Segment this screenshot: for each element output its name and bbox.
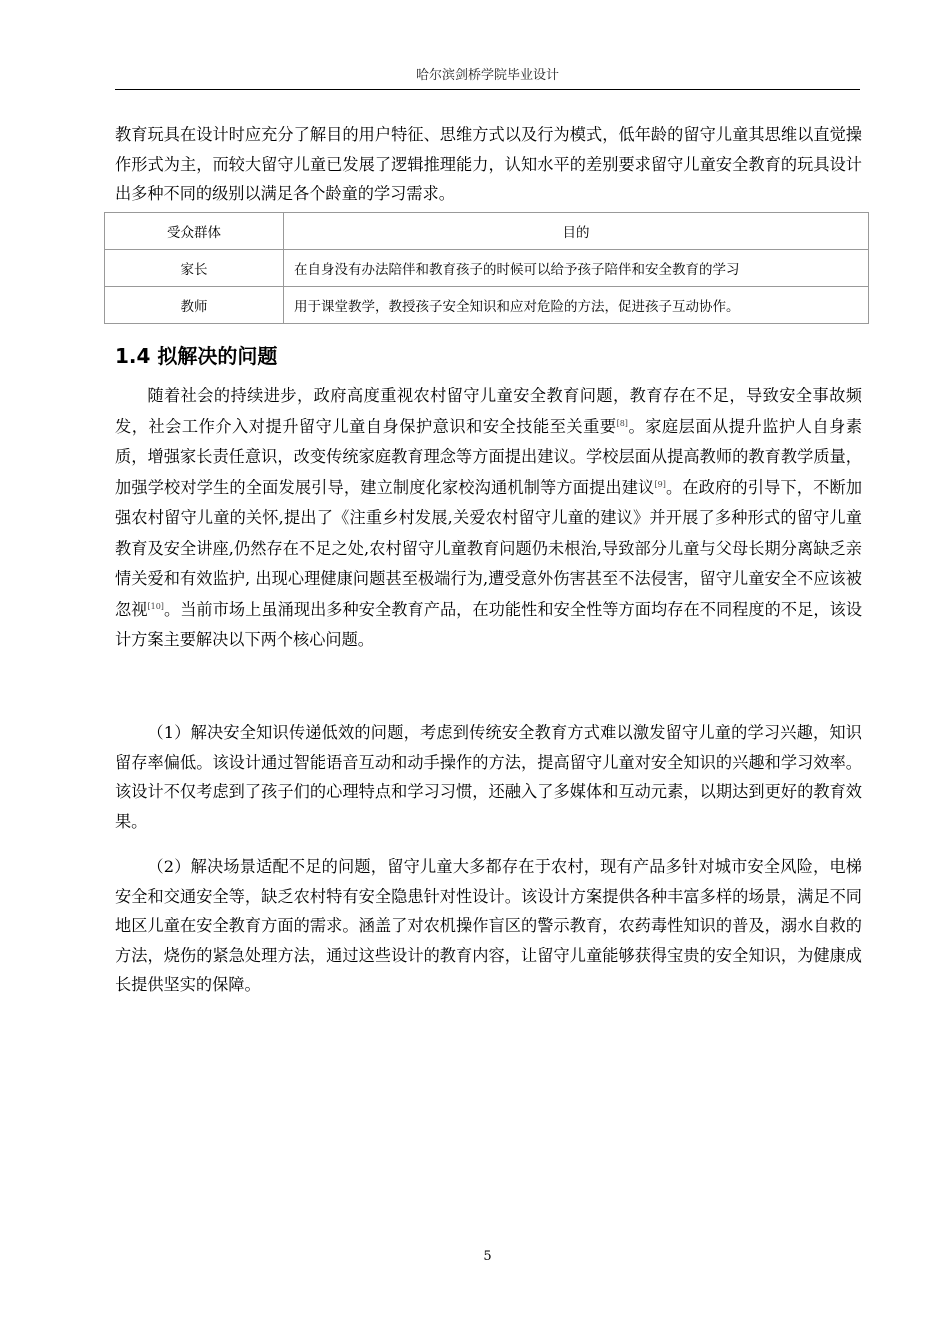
main-paragraph-text: 随着社会的持续进步，政府高度重视农村留守儿童安全教育问题，教育存在不足，导致安全事故频发，社会工作介入对提升留守儿童自身保护意识和安全技能至关重要 [115, 386, 862, 436]
main-paragraph-text: 。当前市场上虽涌现出多种安全教育产品，在功能性和安全性等方面均存在不同程度的不足，该设计方案主要解决以下两个核心问题。 [115, 599, 863, 649]
table-header-purpose: 目的 [284, 213, 869, 250]
table-cell-purpose: 在自身没有办法陪伴和教育孩子的时候可以给予孩子陪伴和安全教育的学习 [284, 250, 869, 287]
main-paragraph-text: 。家庭层面从提升监护人自身素质，增强家长责任意识，改变传统家庭教育理念等方面提出建议。学校层面从提高教师的教育教学质量，加强学校对学生的全面发展引导，建立制度化家校沟通机制等方面提出建议 [115, 416, 863, 497]
main-paragraph-text: 。在政府的引导下，不断加强农村留守儿童的关怀,提出了《注重乡村发展,关爱农村留守儿童的建议》并开展了多种形式的留守儿童教育及安全讲座,仍然存在不足之处,农村留守儿童教育问题仍未根治,导致部分儿童与父母长期分离缺乏亲情关爱和有效监护, 出现心理健康问题甚至极端行为,遭受意外伤害甚至不法侵害，留守儿童安全不应该被忽视 [115, 477, 863, 619]
intro-paragraph: 教育玩具在设计时应充分了解目的用户特征、思维方式以及行为模式，低年龄的留守儿童其思维以直觉操作形式为主，而较大留守儿童已发展了逻辑推理能力，认知水平的差别要求留守儿童安全教育的玩具设计出多种不同的级别以满足各个龄童的学习需求。 [115, 125, 862, 203]
citation-ref: [9] [654, 479, 666, 489]
table-header-group: 受众群体 [105, 213, 284, 250]
page-header: 哈尔滨剑桥学院毕业设计 [115, 64, 860, 90]
table-header-row [105, 213, 869, 250]
main-paragraph [115, 381, 862, 656]
table-cell-group: 教师 [105, 287, 284, 324]
citation-ref: [10] [147, 601, 164, 611]
table-cell-group: 家长 [105, 250, 284, 287]
citation-ref: [8] [616, 418, 628, 428]
page-number: 5 [483, 1249, 492, 1264]
point-2-paragraph: （2）解决场景适配不足的问题，留守儿童大多都存在于农村，现有产品多针对城市安全风险，电梯安全和交通安全等，缺乏农村特有安全隐患针对性设计。该设计方案提供各种丰富多样的场景，满足不同地区儿童在安全教育方面的需求。涵盖了对农机操作盲区的警示教育，农药毒性知识的普及，溺水自救的方法，烧伤的紧急处理方法，通过这些设计的教育内容，让留守儿童能够获得宝贵的安全知识，为健康成长提供坚实的保障。 [115, 857, 862, 994]
section-heading: 1.4 拟解决的问题 [115, 344, 278, 368]
point-1-paragraph: （1）解决安全知识传递低效的问题，考虑到传统安全教育方式难以激发留守儿童的学习兴趣，知识留存率偏低。该设计通过智能语音互动和动手操作的方法，提高留守儿童对安全知识的兴趣和学习效率。该设计不仅考虑到了孩子们的心理特点和学习习惯，还融入了多媒体和互动元素，以期达到更好的教育效果。 [115, 723, 862, 831]
table-row [105, 250, 869, 287]
table-row [105, 287, 869, 324]
table-cell-purpose: 用于课堂教学，教授孩子安全知识和应对危险的方法，促进孩子互动协作。 [284, 287, 869, 324]
audience-table [104, 212, 869, 324]
